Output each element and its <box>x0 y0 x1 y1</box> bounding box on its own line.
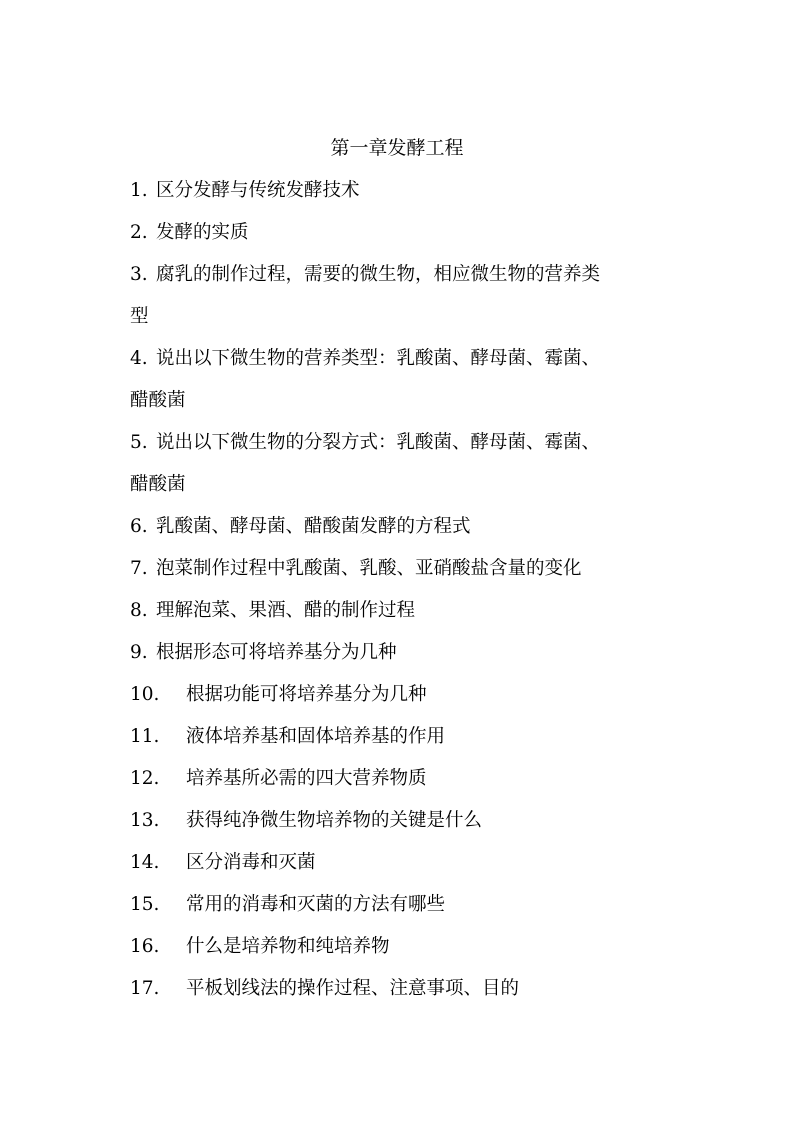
item-number: 13. <box>130 810 160 831</box>
list-item <box>130 548 690 590</box>
item-text-continuation: 醋酸菌 <box>130 474 186 495</box>
item-text: 说出以下微生物的营养类型：乳酸菌、酵母菌、霉菌、 <box>156 348 601 369</box>
item-number: 3. <box>130 264 148 285</box>
item-number: 17. <box>130 978 160 999</box>
item-text: 常用的消毒和灭菌的方法有哪些 <box>186 894 446 915</box>
list-item-continuation <box>130 380 690 422</box>
list-item-continuation <box>130 296 690 338</box>
item-number: 6. <box>130 516 148 537</box>
item-number: 11. <box>130 726 160 747</box>
list-item <box>130 590 690 632</box>
list-item-continuation <box>130 464 690 506</box>
list-item <box>130 338 690 380</box>
list-item <box>130 422 690 464</box>
page-title: 第一章发酵工程 <box>330 137 464 159</box>
list-item <box>130 926 690 968</box>
item-text: 培养基所必需的四大营养物质 <box>186 768 427 789</box>
item-text-continuation: 型 <box>130 306 149 327</box>
item-text: 区分发酵与传统发酵技术 <box>156 180 360 201</box>
item-number: 1. <box>130 180 148 201</box>
list-item <box>130 884 690 926</box>
item-number: 2. <box>130 222 148 243</box>
item-text: 什么是培养物和纯培养物 <box>186 936 390 957</box>
item-number: 9. <box>130 642 148 663</box>
item-text: 根据形态可将培养基分为几种 <box>156 642 397 663</box>
list-item <box>130 674 690 716</box>
item-number: 14. <box>130 852 160 873</box>
list-item <box>130 800 690 842</box>
item-text: 获得纯净微生物培养物的关键是什么 <box>186 810 483 831</box>
item-text: 说出以下微生物的分裂方式：乳酸菌、酵母菌、霉菌、 <box>156 432 601 453</box>
item-number: 5. <box>130 432 148 453</box>
item-text: 根据功能可将培养基分为几种 <box>186 684 427 705</box>
list-item <box>130 254 690 296</box>
item-text-continuation: 醋酸菌 <box>130 390 186 411</box>
item-text: 腐乳的制作过程，需要的微生物，相应微生物的营养类 <box>156 264 601 285</box>
question-list <box>130 170 690 1010</box>
list-item <box>130 212 690 254</box>
list-item <box>130 842 690 884</box>
item-number: 10. <box>130 684 160 705</box>
list-item <box>130 758 690 800</box>
item-text: 区分消毒和灭菌 <box>186 852 316 873</box>
item-text: 平板划线法的操作过程、注意事项、目的 <box>186 978 520 999</box>
list-item <box>130 506 690 548</box>
item-number: 16. <box>130 936 160 957</box>
list-item <box>130 716 690 758</box>
item-text: 理解泡菜、果酒、醋的制作过程 <box>156 600 416 621</box>
list-item <box>130 632 690 674</box>
item-number: 15. <box>130 894 160 915</box>
item-number: 4. <box>130 348 148 369</box>
item-number: 8. <box>130 600 148 621</box>
item-text: 液体培养基和固体培养基的作用 <box>186 726 446 747</box>
list-item <box>130 968 690 1010</box>
list-item <box>130 170 690 212</box>
item-number: 7. <box>130 558 148 579</box>
item-text: 泡菜制作过程中乳酸菌、乳酸、亚硝酸盐含量的变化 <box>156 558 582 579</box>
item-text: 乳酸菌、酵母菌、醋酸菌发酵的方程式 <box>156 516 471 537</box>
item-number: 12. <box>130 768 160 789</box>
item-text: 发酵的实质 <box>156 222 249 243</box>
